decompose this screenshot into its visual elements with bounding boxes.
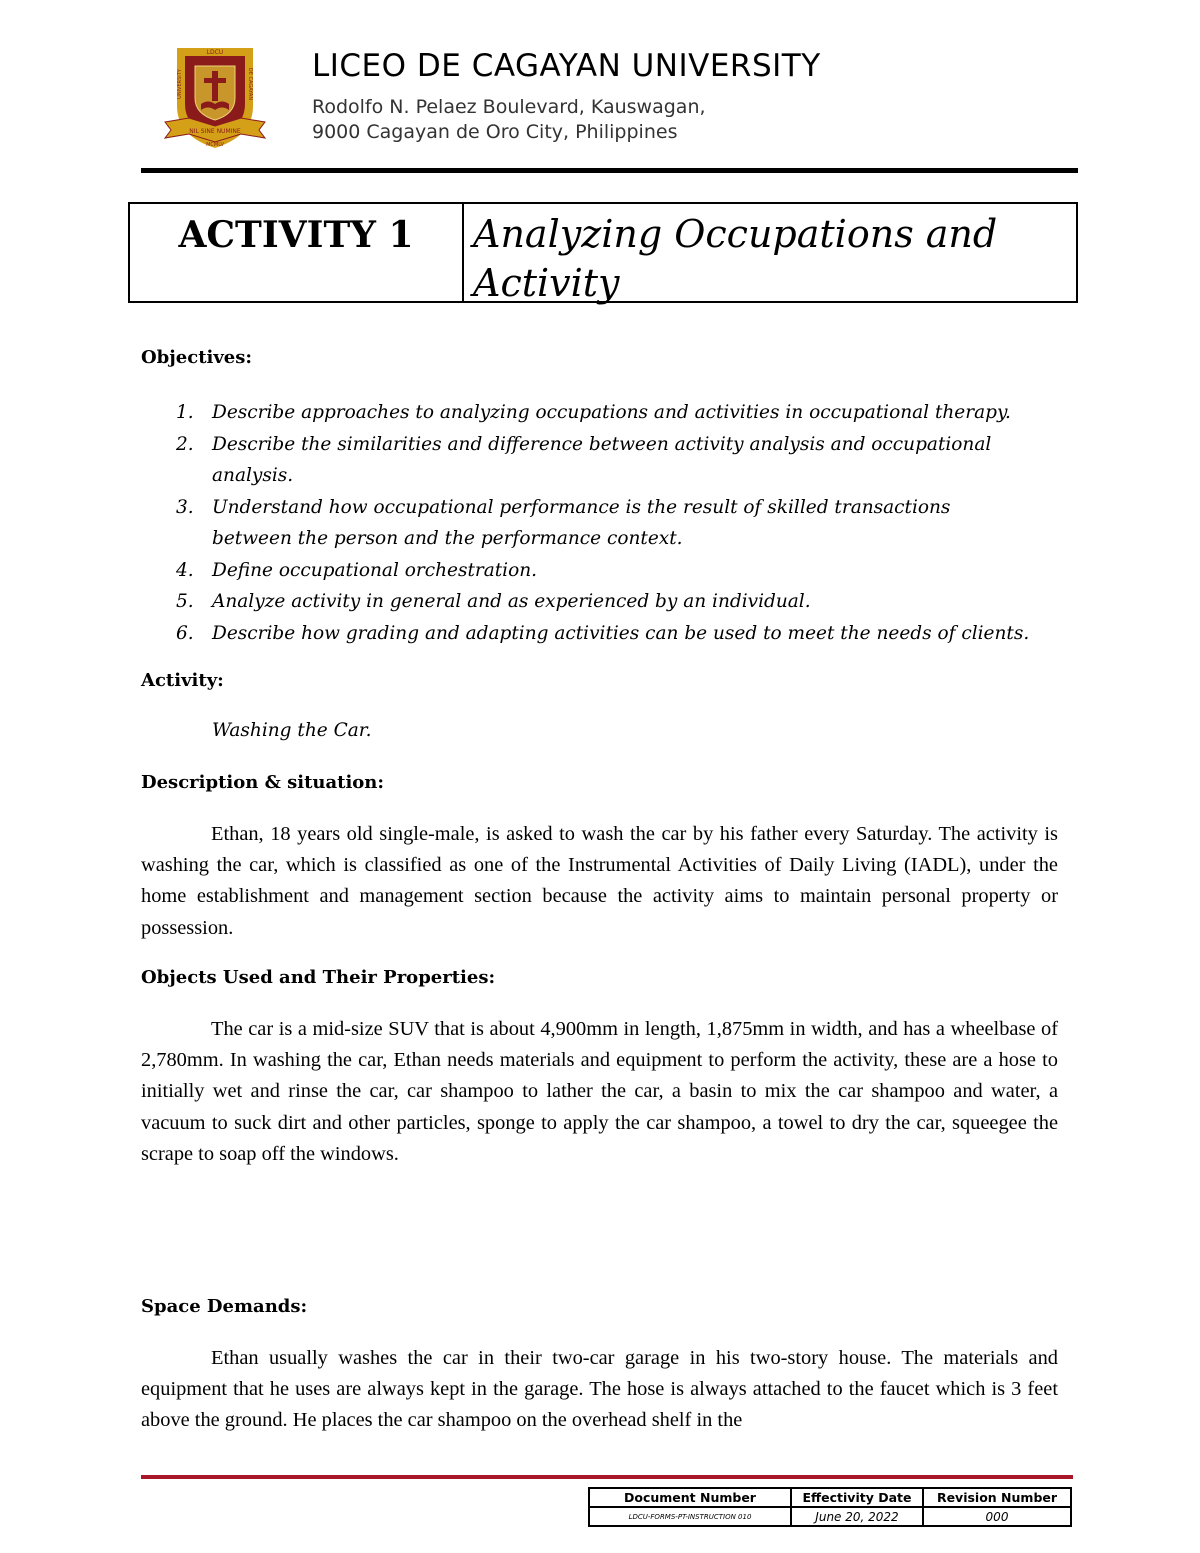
objective-number: 1. xyxy=(176,402,194,423)
university-name: LICEO DE CAGAYAN UNIVERSITY xyxy=(312,48,821,84)
activity-label: ACTIVITY 1 xyxy=(130,204,464,301)
objective-item xyxy=(176,586,1076,618)
objective-number: 6. xyxy=(176,622,194,644)
description-heading: Description & situation: xyxy=(141,772,385,793)
effectivity-label: Effectivity Date xyxy=(791,1488,923,1507)
objective-number: 3. xyxy=(176,496,194,518)
seal-year-text: MCMLV xyxy=(206,142,224,148)
objective-number: 2. xyxy=(176,433,194,455)
activity-heading: Activity: xyxy=(141,670,224,691)
revision-value: 000 xyxy=(923,1507,1071,1526)
objective-text: Describe how grading and adapting activities can be used to meet the needs of clients. xyxy=(212,622,1030,644)
objective-text: Describe the similarities and difference between activity analysis and occupational analysis. xyxy=(212,433,992,486)
description-paragraph: Ethan, 18 years old single-male, is asked to wash the car by his father every Saturday. The activity is washing the car, which is classified as one of the Instrumental Activities of Daily Living (IADL), under the home establishment and management section because the activity aims to maintain personal property or possession. xyxy=(141,823,1058,939)
seal-right-text: DE CAGAYAN xyxy=(247,67,253,101)
space-paragraph: Ethan usually washes the car in their two-car garage in his two-story house. The materials and equipment that he uses are always kept in the garage. The hose is always attached to the faucet which is 3 feet above the ground. He places the car shampoo on the overhead shelf in the xyxy=(141,1347,1058,1432)
objective-item xyxy=(176,397,1076,429)
objective-number: 5. xyxy=(176,591,194,612)
address-line-2: 9000 Cagayan de Oro City, Philippines xyxy=(312,121,678,143)
objectives-heading: Objectives: xyxy=(141,347,253,368)
revision-label: Revision Number xyxy=(923,1488,1071,1507)
doc-number-label: Document Number xyxy=(589,1488,791,1507)
objective-text: Analyze activity in general and as experienced by an individual. xyxy=(212,591,811,612)
objective-number: 4. xyxy=(176,559,194,581)
effectivity-value: June 20, 2022 xyxy=(791,1507,923,1526)
objective-text: Understand how occupational performance is the result of skilled transactions between the person and the performance context. xyxy=(212,496,951,549)
objects-paragraph: The car is a mid-size SUV that is about 4,900mm in length, 1,875mm in width, and has a wheelbase of 2,780mm. In washing the car, Ethan needs materials and equipment to perform the activity, these are a hose to initially wet and rinse the car, car shampoo to lather the car, a basin to mix the car shampoo and water, a vacuum to suck dirt and other particles, sponge to apply the car shampoo, a towel to dry the car, squeegee the scrape to soap off the windows. xyxy=(141,1018,1058,1165)
header-divider xyxy=(141,168,1078,173)
seal-top-text: LDCU xyxy=(206,49,224,56)
activity-title-line-2: Activity xyxy=(473,261,620,305)
objective-text: Define occupational orchestration. xyxy=(212,559,538,581)
university-seal xyxy=(163,44,267,152)
address-line-1: Rodolfo N. Pelaez Boulevard, Kauswagan, xyxy=(312,96,706,118)
activity-value: Washing the Car. xyxy=(212,720,372,741)
seal-left-text: UNIVERSITY xyxy=(177,69,183,99)
seal-ribbon-text: NIL SINE NUMINE xyxy=(189,128,241,135)
objective-item xyxy=(176,618,1076,650)
objective-text: Describe approaches to analyzing occupations and activities in occupational therapy. xyxy=(212,402,1011,423)
space-heading: Space Demands: xyxy=(141,1296,308,1317)
objectives-list xyxy=(176,397,1076,649)
footer-divider xyxy=(141,1475,1073,1479)
doc-number-value: LDCU-FORMS-PT-INSTRUCTION 010 xyxy=(589,1507,791,1526)
objective-item xyxy=(176,555,1076,587)
activity-title-line-1: Analyzing Occupations and xyxy=(473,212,998,256)
activity-title-table xyxy=(128,202,1078,303)
objective-item xyxy=(176,429,1076,492)
objective-item xyxy=(176,492,1076,555)
objects-heading: Objects Used and Their Properties: xyxy=(141,967,496,988)
document-control-table xyxy=(588,1487,1072,1527)
activity-title xyxy=(464,204,1076,305)
